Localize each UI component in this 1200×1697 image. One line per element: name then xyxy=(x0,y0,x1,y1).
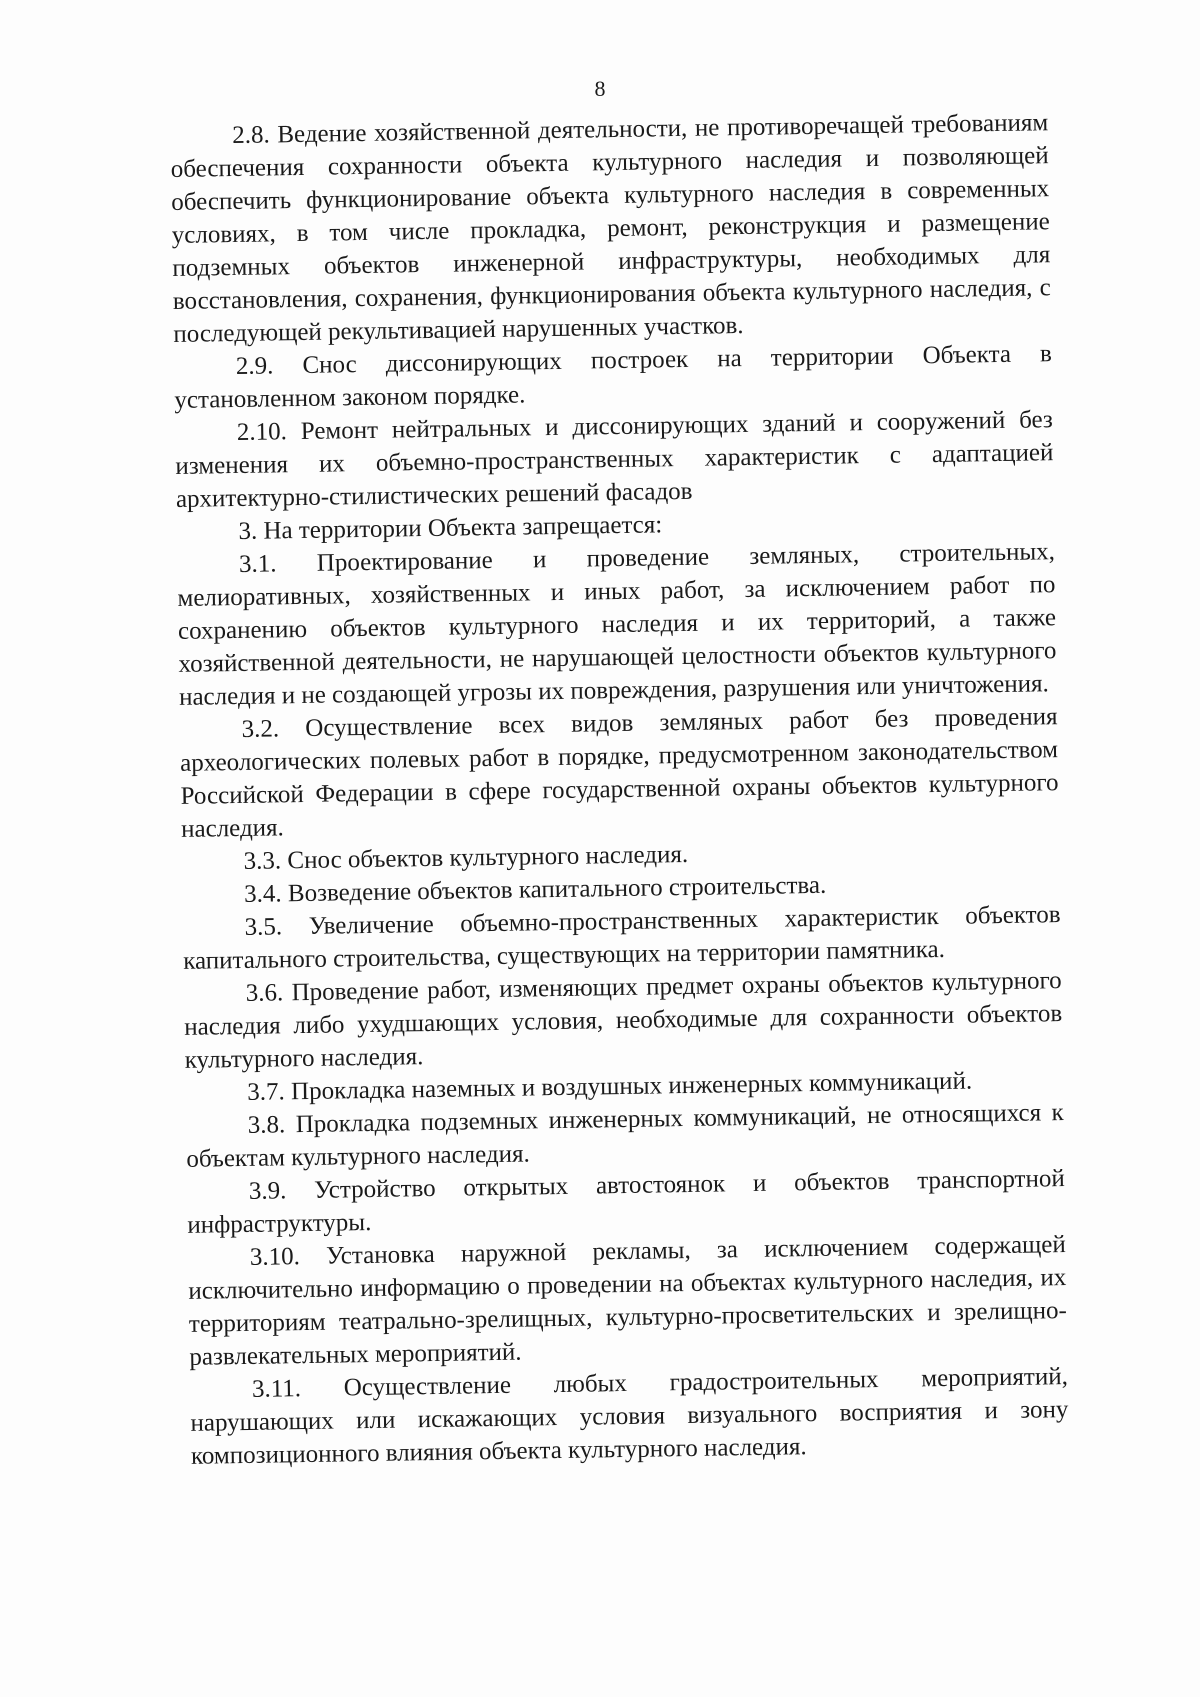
paragraph-number: 3.11. xyxy=(251,1375,302,1403)
paragraph-number: 3.8. xyxy=(247,1111,286,1139)
paragraph-3-6 xyxy=(183,964,1062,1077)
document-body xyxy=(170,106,1069,1473)
paragraph-number: 3. xyxy=(238,517,258,545)
paragraph-text: Увеличение объемно-пространственных характеристик объектов капитального строительства, существующих на территории памятника. xyxy=(183,901,1061,975)
paragraph-number: 2.8. xyxy=(232,121,270,150)
paragraph-text: Устройство открытых автостоянок и объектов транспортной инфраструктуры. xyxy=(187,1165,1065,1239)
paragraph-text: Осуществление всех видов земляных работ без проведения археологических полевых работ в порядке, предусмотренном законодательством Российской Федерации в сфере государственной охраны объектов культурного наследия. xyxy=(179,703,1059,843)
paragraph-number: 3.10. xyxy=(249,1243,301,1271)
paragraph-3-11 xyxy=(190,1360,1069,1473)
paragraph-3-10 xyxy=(188,1228,1068,1374)
paragraph-text: Снос объектов культурного наследия. xyxy=(287,840,689,875)
paragraph-text: Возведение объектов капитального строительства. xyxy=(287,871,827,908)
paragraph-number: 3.3. xyxy=(243,847,282,875)
paragraph-number: 3.7. xyxy=(247,1078,285,1106)
paragraph-text: Проведение работ, изменяющих предмет охраны объектов культурного наследия либо ухудшающих условия, необходимые для сохранности объектов культурного наследия. xyxy=(184,967,1063,1074)
paragraph-number: 3.2. xyxy=(241,715,280,743)
paragraph-text: Прокладка наземных и воздушных инженерных коммуникаций. xyxy=(290,1067,973,1106)
paragraph-text: Осуществление любых градостроительных мероприятий, нарушающих или искажающих условия визуального восприятия и зону композиционного влияния объекта культурного наследия. xyxy=(190,1363,1069,1470)
paragraph-text: Проектирование и проведение земляных, строительных, мелиоративных, хозяйственных и иных работ, за исключением работ по сохранению объектов культурного наследия и их территорий, а также хозяйственной деятельности, не нарушающей целостности объектов культурного наследия и не создающей угрозы их повреждения, разрушения или уничтожения. xyxy=(177,538,1057,711)
paragraph-text: Ведение хозяйственной деятельности, не противоречащей требованиям обеспечения сохранности объекта культурного наследия и позволяющей обеспечить функционирование объекта культурного наследия в современных условиях, в том числе прокладка, ремонт, реконструкция и размещение подземных объектов инженерной инфраструктуры, необходимых для восстановления, сохранения, функционирования объекта культурного наследия, с последующей рекультивацией нарушенных участков. xyxy=(170,109,1051,348)
paragraph-number: 3.9. xyxy=(248,1177,287,1205)
paragraph-text: Ремонт нейтральных и диссонирующих зданий и сооружений без изменения их объемно-пространственных характеристик с адаптацией архитектурно-стилистических решений фасадов xyxy=(175,406,1054,513)
paragraph-text: Прокладка подземных инженерных коммуникаций, не относящихся к объектам культурного наследия. xyxy=(186,1099,1064,1173)
paragraph-text: Снос диссонирующих построек на территории Объекта в установленном законом порядке. xyxy=(174,340,1053,414)
paragraph-3-1 xyxy=(177,535,1057,714)
paragraph-text: На территории Объекта запрещается: xyxy=(263,511,663,545)
paragraph-text: Установка наружной рекламы, за исключением содержащей исключительно информацию о проведении на объектах культурного наследия, их территориям театрально-зрелищных, культурно-просветительских и зрелищно-развлекательных мероприятий. xyxy=(188,1231,1068,1371)
paragraph-number: 2.9. xyxy=(235,352,274,380)
paragraph-2-8 xyxy=(170,106,1052,351)
paragraph-2-10 xyxy=(175,403,1054,516)
paragraph-number: 2.10. xyxy=(236,418,288,446)
paragraph-number: 3.4. xyxy=(243,880,282,908)
paragraph-number: 3.1. xyxy=(238,550,277,578)
page-number: 8 xyxy=(594,76,606,101)
paragraph-number: 3.6. xyxy=(245,979,284,1007)
paragraph-number: 3.5. xyxy=(244,913,283,941)
paragraph-3-2 xyxy=(179,700,1059,846)
